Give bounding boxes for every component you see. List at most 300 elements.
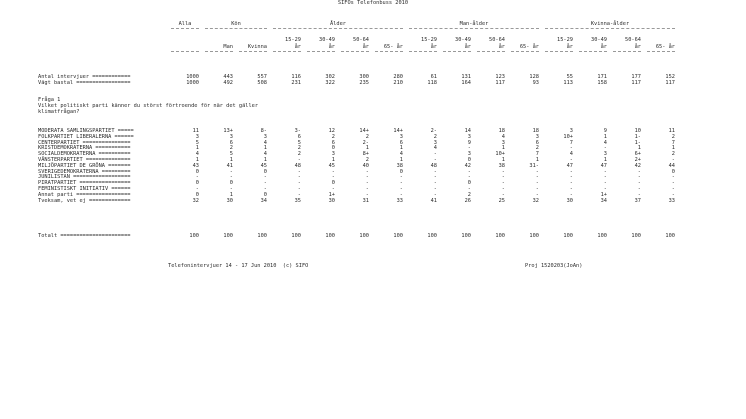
table-cell: 3 [399, 133, 403, 140]
table-cell: 113 [563, 80, 573, 86]
column-header-underline [443, 51, 471, 52]
column-header-underline [171, 51, 199, 52]
table-cell: 1000 [186, 80, 199, 86]
table-cell: - [569, 186, 573, 192]
table-cell: 1 [637, 145, 641, 152]
table-cell: 2 [297, 145, 301, 152]
table-cell: - [399, 174, 403, 181]
group-header-underline [205, 28, 267, 29]
table-cell: 0 [399, 168, 403, 175]
table-cell: 10 [634, 128, 641, 134]
column-header-line1: 15-29 [421, 37, 437, 43]
table-cell: 55 [566, 74, 573, 80]
table-cell: - [365, 168, 369, 175]
table-cell: 508 [257, 80, 267, 86]
table-cell: - [535, 168, 539, 175]
table-cell: 61 [430, 74, 437, 80]
table-cell: - [603, 168, 607, 175]
footer-right: Proj 1520203(JoAn) [525, 263, 583, 269]
table-cell: 34 [260, 197, 267, 204]
table-cell: 33 [396, 197, 403, 204]
column-header-line1: 50-64 [489, 37, 505, 43]
table-cell: 2 [535, 145, 539, 152]
table-cell: 235 [359, 80, 369, 86]
table-cell: 11 [668, 128, 675, 134]
table-cell: 31- [529, 162, 539, 169]
row-label: FEMINISTISKT INITIATIV ====== [38, 186, 131, 192]
table-cell: - [297, 157, 301, 163]
table-cell: 2 [365, 157, 369, 163]
table-cell: 3 [467, 133, 471, 140]
table-cell: 8- [260, 128, 267, 134]
table-cell: - [569, 191, 573, 198]
table-cell: 12 [328, 128, 335, 134]
table-cell: 2 [671, 151, 675, 158]
group-header: Alla [178, 21, 192, 27]
table-cell: 100 [529, 233, 539, 239]
row-label: PIRATPARTIET ================ [38, 180, 131, 187]
table-cell: - [671, 191, 675, 198]
table-cell: 3 [229, 133, 233, 140]
table-cell: 2 [671, 133, 675, 140]
group-header-underline [409, 28, 539, 29]
table-cell: 48 [430, 162, 437, 169]
table-cell: 2- [430, 128, 437, 134]
table-cell: 26 [464, 197, 471, 204]
table-cell: 4 [603, 139, 607, 146]
table-cell: - [467, 174, 471, 181]
table-cell: 1 [603, 133, 607, 140]
row-label: KRISTDEMOKRATERNA =========== [38, 145, 131, 152]
table-cell: - [671, 174, 675, 181]
column-header-line1: 15-29 [285, 37, 301, 43]
table-cell: 1 [535, 157, 539, 163]
table-cell: - [297, 168, 301, 175]
table-cell: - [297, 186, 301, 192]
report-title: SIFOs Telefonbuss 2010 [337, 0, 409, 6]
table-cell: 1 [671, 145, 675, 152]
table-cell: 164 [461, 80, 471, 86]
table-cell: 3 [501, 139, 505, 146]
table-cell: - [433, 157, 437, 163]
table-cell: 158 [597, 80, 607, 86]
table-cell: 4 [263, 151, 267, 158]
row-label: MILJÖPARTIET DE GRÖNA ======= [38, 162, 131, 169]
table-cell: 8+ [362, 151, 369, 158]
row-label: Vägt bastal ================= [38, 80, 131, 86]
table-cell: 14+ [393, 128, 403, 134]
table-cell: 4 [569, 151, 573, 158]
column-header-underline [545, 51, 573, 52]
table-cell: - [433, 180, 437, 187]
table-cell: 0 [195, 191, 199, 198]
column-header-line2: år [566, 44, 573, 50]
table-cell: 5 [229, 151, 233, 158]
table-cell: 100 [563, 233, 573, 239]
table-cell: 2 [365, 133, 369, 140]
table-cell: 300 [359, 74, 369, 80]
table-cell: 0 [331, 180, 335, 187]
table-cell: - [569, 168, 573, 175]
table-cell: - [637, 180, 641, 187]
table-cell: 2 [331, 133, 335, 140]
table-cell: 35 [294, 197, 301, 204]
table-cell: - [433, 186, 437, 192]
column-header-line1: 50-64 [353, 37, 369, 43]
table-cell: 3 [467, 151, 471, 158]
table-cell: - [399, 186, 403, 192]
column-header-line1: 30-49 [455, 37, 471, 43]
table-cell: 42 [464, 162, 471, 169]
table-cell: 5 [297, 139, 301, 146]
table-cell: - [569, 145, 573, 152]
table-cell: 6 [297, 133, 301, 140]
table-cell: - [501, 191, 505, 198]
table-cell: 11 [192, 128, 199, 134]
table-cell: - [671, 157, 675, 163]
table-cell: - [467, 186, 471, 192]
table-cell: 7 [569, 139, 573, 146]
row-label: Tveksam, vet ej ============= [38, 197, 131, 204]
column-header-line2: år [634, 44, 641, 50]
column-header-line2: 65- år [655, 44, 675, 50]
table-cell: 47 [600, 162, 607, 169]
table-cell: 1 [263, 157, 267, 163]
question-text-line2: klimatfrågan? [38, 109, 80, 115]
table-cell: 9 [467, 139, 471, 146]
table-cell: 30 [226, 197, 233, 204]
table-cell: - [637, 186, 641, 192]
table-cell: - [569, 180, 573, 187]
table-cell: 322 [325, 80, 335, 86]
table-cell: 18 [532, 128, 539, 134]
column-header-underline [409, 51, 437, 52]
table-cell: - [331, 174, 335, 181]
table-cell: 100 [461, 233, 471, 239]
column-header-underline [647, 51, 675, 52]
table-cell: 4 [501, 133, 505, 140]
column-header-line2: år [464, 44, 471, 50]
table-cell: - [365, 191, 369, 198]
table-cell: 0 [195, 180, 199, 187]
table-cell: 18 [498, 128, 505, 134]
column-header-line2: Man [223, 44, 233, 50]
table-cell: 3 [331, 151, 335, 158]
table-cell: 4 [195, 151, 199, 158]
table-cell: 10+ [495, 151, 505, 158]
table-cell: - [229, 174, 233, 181]
table-cell: 93 [532, 80, 539, 86]
table-cell: - [603, 186, 607, 192]
table-cell: - [263, 186, 267, 192]
group-header: Kön [231, 21, 241, 27]
table-cell: 1 [229, 157, 233, 163]
column-header-line1: 15-29 [557, 37, 573, 43]
table-cell: 2+ [634, 157, 641, 163]
column-header-underline [579, 51, 607, 52]
table-cell: - [297, 180, 301, 187]
table-cell: 1 [263, 145, 267, 152]
column-header-underline [375, 51, 403, 52]
table-cell: 131 [461, 74, 471, 80]
table-cell: 2 [297, 151, 301, 158]
table-cell: - [297, 191, 301, 198]
row-label: Annat parti ================= [38, 191, 131, 198]
table-cell: 9 [603, 128, 607, 134]
column-header-underline [239, 51, 267, 52]
table-cell: 2- [362, 139, 369, 146]
table-cell: 14 [464, 128, 471, 134]
table-cell: 0 [331, 145, 335, 152]
table-cell: 210 [393, 80, 403, 86]
column-header-line1: 30-49 [319, 37, 335, 43]
column-header-line2: 65- år [519, 44, 539, 50]
table-cell: 6 [229, 139, 233, 146]
question-text-line1: Vilket politiskt parti känner du störst förtroende för när det gäller [38, 103, 259, 109]
table-cell: - [467, 145, 471, 152]
table-cell: 100 [223, 233, 233, 239]
table-cell: 10+ [563, 133, 573, 140]
table-cell: 25 [498, 197, 505, 204]
row-label: SOCIALDEMOKRATERNA ========== [38, 151, 131, 158]
table-cell: 1 [399, 145, 403, 152]
table-cell: 3 [535, 133, 539, 140]
table-cell: 1 [229, 191, 233, 198]
table-cell: - [603, 180, 607, 187]
table-cell: 48 [294, 162, 301, 169]
table-cell: - [671, 186, 675, 192]
table-cell: - [399, 191, 403, 198]
table-cell: - [569, 174, 573, 181]
table-cell: 100 [427, 233, 437, 239]
column-header-line2: år [430, 44, 437, 50]
table-cell: 2 [433, 133, 437, 140]
table-cell: 5 [195, 139, 199, 146]
table-cell: 37 [634, 197, 641, 204]
table-cell: 31 [362, 197, 369, 204]
table-cell: - [195, 174, 199, 181]
table-cell: 100 [495, 233, 505, 239]
table-cell: 32 [532, 197, 539, 204]
table-cell: - [501, 174, 505, 181]
column-header-line2: år [362, 44, 369, 50]
table-cell: 6 [399, 139, 403, 146]
table-cell: - [603, 145, 607, 152]
table-cell: 1- [634, 133, 641, 140]
table-cell: 44 [668, 162, 675, 169]
group-header-underline [171, 28, 199, 29]
table-cell: 100 [359, 233, 369, 239]
table-cell: 100 [393, 233, 403, 239]
table-cell: 1+ [600, 191, 607, 198]
table-cell: 0 [263, 191, 267, 198]
table-cell: 30 [566, 197, 573, 204]
column-header-line2: år [328, 44, 335, 50]
table-cell: 4 [399, 151, 403, 158]
table-cell: 1 [195, 145, 199, 152]
row-label: SVERIGEDEMOKRATERNA ========= [38, 168, 131, 175]
table-cell: 302 [325, 74, 335, 80]
table-cell: 3 [263, 133, 267, 140]
table-cell: 557 [257, 74, 267, 80]
question-number: Fråga 1 [38, 97, 61, 103]
table-cell: - [569, 157, 573, 163]
table-cell: 0 [229, 180, 233, 187]
column-header-line2: 65- år [383, 44, 403, 50]
column-header-line2: Kvinna [247, 44, 267, 50]
table-cell: 45 [260, 162, 267, 169]
table-cell: 100 [189, 233, 199, 239]
column-header-underline [477, 51, 505, 52]
row-label: Totalt ====================== [38, 233, 131, 239]
table-cell: - [433, 151, 437, 158]
table-cell: 100 [291, 233, 301, 239]
table-cell: 3- [294, 128, 301, 134]
table-cell: - [637, 168, 641, 175]
table-cell: 117 [631, 80, 641, 86]
table-cell: 1+ [328, 191, 335, 198]
column-header-underline [205, 51, 233, 52]
table-cell: 42 [634, 162, 641, 169]
table-cell: 34 [600, 197, 607, 204]
table-cell: - [467, 168, 471, 175]
column-header-line1: 50-64 [625, 37, 641, 43]
row-label: Antal intervjuer ============ [38, 74, 131, 80]
column-header-line1: 30-49 [591, 37, 607, 43]
table-cell: - [365, 174, 369, 181]
table-cell: - [263, 174, 267, 181]
table-cell: 40 [362, 162, 369, 169]
table-cell: 6 [535, 139, 539, 146]
table-cell: - [229, 186, 233, 192]
table-cell: 13+ [223, 128, 233, 134]
column-header-line2: år [600, 44, 607, 50]
table-cell: - [535, 186, 539, 192]
table-cell: 47 [566, 162, 573, 169]
table-cell: 177 [631, 74, 641, 80]
table-cell: - [535, 180, 539, 187]
table-cell: 1 [501, 157, 505, 163]
table-cell: - [433, 191, 437, 198]
table-cell: 1 [195, 157, 199, 163]
table-cell: 171 [597, 74, 607, 80]
column-header-underline [273, 51, 301, 52]
table-cell: 100 [257, 233, 267, 239]
group-header: Ålder [330, 21, 346, 27]
table-cell: - [263, 180, 267, 187]
table-cell: 117 [665, 80, 675, 86]
table-cell: 3 [603, 151, 607, 158]
table-cell: 3 [195, 133, 199, 140]
table-cell: - [603, 174, 607, 181]
table-cell: 45 [328, 162, 335, 169]
table-cell: 100 [597, 233, 607, 239]
row-label: FOLKPARTIET LIBERALERNA ====== [38, 133, 134, 140]
table-cell: 14+ [359, 128, 369, 134]
group-header-underline [273, 28, 403, 29]
table-cell: 1000 [186, 74, 199, 80]
column-header-underline [307, 51, 335, 52]
table-cell: - [637, 191, 641, 198]
table-cell: - [535, 191, 539, 198]
table-cell: 0 [467, 180, 471, 187]
footer-left: Telefonintervjuer 14 - 17 Jun 2010 (c) SIFO [168, 263, 309, 269]
column-header-underline [341, 51, 369, 52]
table-cell: 152 [665, 74, 675, 80]
table-cell: 38 [396, 162, 403, 169]
column-header-line2: år [498, 44, 505, 50]
table-cell: 30 [328, 197, 335, 204]
table-cell: 43 [192, 162, 199, 169]
table-cell: 4 [433, 145, 437, 152]
group-header: Kvinna-ålder [590, 21, 630, 27]
table-cell: 38 [498, 162, 505, 169]
table-cell: - [433, 174, 437, 181]
table-cell: 41 [430, 197, 437, 204]
table-cell: 41 [226, 162, 233, 169]
table-cell: 116 [291, 74, 301, 80]
row-label: JUNILISTAN ================== [38, 174, 131, 181]
table-cell: - [637, 174, 641, 181]
table-cell: 0 [671, 168, 675, 175]
table-cell: 0 [263, 168, 267, 175]
table-cell: - [365, 180, 369, 187]
table-cell: 492 [223, 80, 233, 86]
table-cell: 0 [467, 157, 471, 163]
column-header-line2: år [294, 44, 301, 50]
table-cell: 443 [223, 74, 233, 80]
table-cell: 6 [331, 139, 335, 146]
table-cell: 33 [668, 197, 675, 204]
table-cell: 3 [433, 139, 437, 146]
group-header: Man-ålder [459, 21, 489, 27]
table-cell: - [297, 174, 301, 181]
table-cell: - [671, 180, 675, 187]
table-cell: 118 [427, 80, 437, 86]
table-cell: - [331, 186, 335, 192]
table-cell: - [433, 168, 437, 175]
table-cell: 1 [603, 157, 607, 163]
group-header-underline [545, 28, 675, 29]
table-cell: 0 [195, 168, 199, 175]
table-cell: 100 [631, 233, 641, 239]
table-cell: 231 [291, 80, 301, 86]
table-cell: 3 [569, 128, 573, 134]
column-header-underline [511, 51, 539, 52]
table-cell: 1 [365, 145, 369, 152]
table-cell: - [331, 168, 335, 175]
table-cell: 117 [495, 80, 505, 86]
table-cell: 1 [399, 157, 403, 163]
table-cell: 1 [501, 145, 505, 152]
table-cell: 123 [495, 74, 505, 80]
table-cell: - [399, 180, 403, 187]
table-cell: 6+ [634, 151, 641, 158]
table-cell: - [501, 180, 505, 187]
table-cell: - [365, 186, 369, 192]
row-label: VÄNSTERPARTIET ============== [38, 157, 131, 163]
table-cell: 280 [393, 74, 403, 80]
table-cell: 100 [325, 233, 335, 239]
row-label: CENTERPARTIET =============== [38, 139, 131, 146]
table-cell: 4 [263, 139, 267, 146]
column-header-underline [613, 51, 641, 52]
table-cell: 2 [467, 191, 471, 198]
table-cell: 2 [229, 145, 233, 152]
table-cell: 1 [331, 157, 335, 163]
table-cell: 128 [529, 74, 539, 80]
table-cell: 1- [634, 139, 641, 146]
